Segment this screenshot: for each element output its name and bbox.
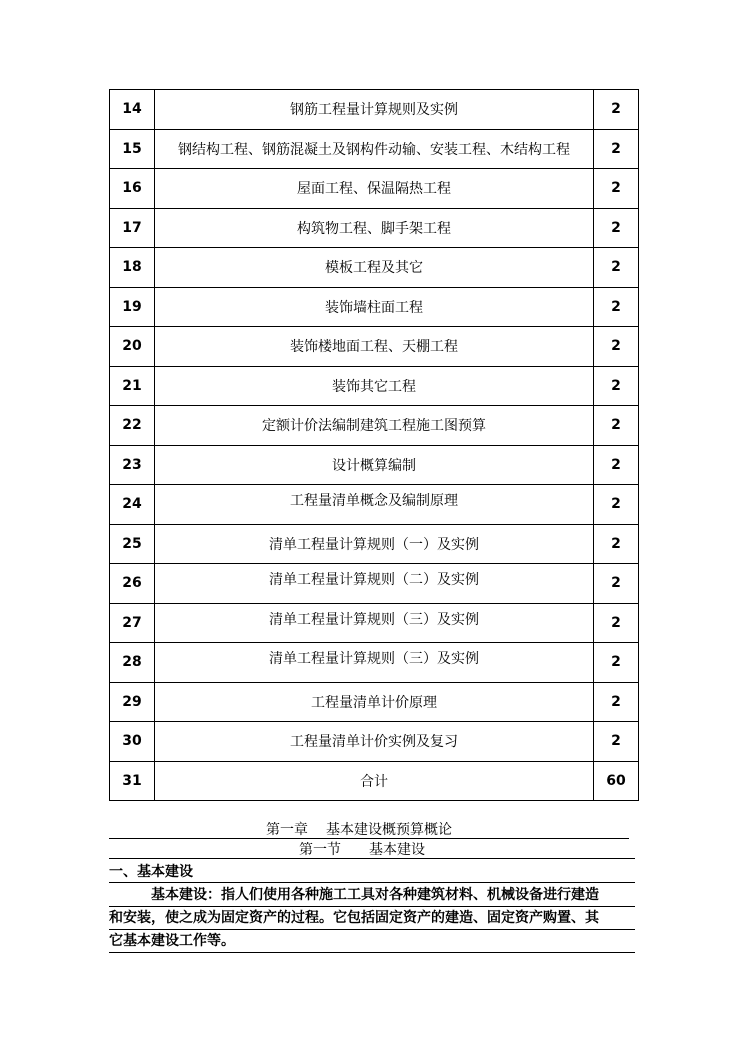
row-hours: 2: [594, 287, 639, 327]
table-row: [110, 524, 639, 564]
row-number: 15: [110, 129, 155, 169]
row-hours: 2: [594, 643, 639, 683]
row-hours: 2: [594, 366, 639, 406]
row-hours: 2: [594, 445, 639, 485]
row-hours: 2: [594, 485, 639, 525]
table-row: [110, 208, 639, 248]
row-number: 26: [110, 564, 155, 604]
row-hours: 2: [594, 722, 639, 762]
row-hours: 2: [594, 169, 639, 209]
course-schedule-table: [109, 89, 639, 801]
paragraph-text-1: 基本建设：指人们使用各种施工工具对各种建筑材料、机械设备进行建造: [151, 887, 599, 903]
row-number: 17: [110, 208, 155, 248]
row-topic-text: 清单工程量计算规则（一）及实例: [269, 536, 479, 553]
row-topic-text: 清单工程量计算规则（三）及实例: [269, 651, 479, 667]
row-topic: [155, 761, 594, 801]
row-topic-text: 清单工程量计算规则（三）及实例: [269, 611, 479, 628]
row-hours: 2: [594, 208, 639, 248]
row-topic: [155, 603, 594, 643]
chapter-name: 基本建设概预算概论: [326, 822, 452, 838]
row-topic: [155, 445, 594, 485]
table-row: [110, 722, 639, 762]
row-number: 16: [110, 169, 155, 209]
chapter-title: [109, 822, 629, 839]
row-topic-text: 钢结构工程、钢筋混凝土及钢构件动输、安装工程、木结构工程: [178, 141, 570, 158]
row-hours: 2: [594, 129, 639, 169]
chapter-label: 第一章: [266, 822, 308, 838]
row-topic-text: 装饰其它工程: [332, 378, 416, 395]
row-hours: 2: [594, 406, 639, 446]
row-topic: [155, 169, 594, 209]
row-topic-text: 工程量清单计价原理: [311, 694, 437, 711]
row-number: 24: [110, 485, 155, 525]
row-topic-text: 屋面工程、保温隔热工程: [297, 181, 451, 198]
row-hours: 2: [594, 90, 639, 130]
table-row: [110, 366, 639, 406]
row-topic: [155, 90, 594, 130]
row-topic: [155, 208, 594, 248]
row-number: 14: [110, 90, 155, 130]
table-row: [110, 682, 639, 722]
row-topic: [155, 327, 594, 367]
row-hours: 2: [594, 524, 639, 564]
row-number: 18: [110, 248, 155, 288]
table-row: [110, 643, 639, 683]
definition-paragraph: [109, 884, 635, 953]
row-hours: 60: [594, 761, 639, 801]
row-number: 20: [110, 327, 155, 367]
row-topic-text: 工程量清单概念及编制原理: [290, 493, 458, 509]
table-row: [110, 406, 639, 446]
table-row: [110, 327, 639, 367]
row-topic-text: 构筑物工程、脚手架工程: [297, 220, 451, 237]
paragraph-line-1: [109, 884, 635, 907]
row-number: 29: [110, 682, 155, 722]
table-row: [110, 90, 639, 130]
row-hours: 2: [594, 248, 639, 288]
table-row: [110, 761, 639, 801]
row-topic: [155, 682, 594, 722]
row-number: 28: [110, 643, 155, 683]
row-topic-text: 合计: [360, 773, 388, 790]
course-schedule-body: [110, 90, 639, 801]
row-topic: [155, 366, 594, 406]
section-label: 第一节: [299, 842, 341, 858]
row-hours: 2: [594, 603, 639, 643]
row-number: 21: [110, 366, 155, 406]
row-topic: [155, 524, 594, 564]
row-topic-text: 钢筋工程量计算规则及实例: [290, 102, 458, 119]
row-topic-text: 装饰墙柱面工程: [325, 299, 423, 316]
table-row: [110, 603, 639, 643]
subsection-heading: 一、基本建设: [109, 863, 635, 883]
row-topic-text: 设计概算编制: [332, 457, 416, 474]
row-number: 25: [110, 524, 155, 564]
row-number: 19: [110, 287, 155, 327]
row-topic-text: 清单工程量计算规则（二）及实例: [269, 572, 479, 588]
row-topic-text: 定额计价法编制建筑工程施工图预算: [262, 418, 486, 435]
row-topic-text: 工程量清单计价实例及复习: [290, 734, 458, 751]
row-number: 22: [110, 406, 155, 446]
paragraph-line-2: 和安装，使之成为固定资产的过程。它包括固定资产的建造、固定资产购置、其: [109, 907, 635, 930]
row-topic: [155, 248, 594, 288]
row-topic: [155, 287, 594, 327]
section-name: 基本建设: [369, 842, 425, 858]
table-row: [110, 169, 639, 209]
row-topic: [155, 485, 594, 525]
row-topic: [155, 129, 594, 169]
row-topic: [155, 406, 594, 446]
row-topic: [155, 643, 594, 683]
row-hours: 2: [594, 682, 639, 722]
table-row: [110, 287, 639, 327]
row-hours: 2: [594, 564, 639, 604]
table-row: [110, 129, 639, 169]
table-row: [110, 445, 639, 485]
row-topic-text: 模板工程及其它: [325, 260, 423, 277]
table-row: [110, 564, 639, 604]
row-number: 27: [110, 603, 155, 643]
table-row: [110, 485, 639, 525]
row-hours: 2: [594, 327, 639, 367]
row-topic: [155, 564, 594, 604]
row-topic: [155, 722, 594, 762]
table-row: [110, 248, 639, 288]
section-title: [109, 842, 635, 859]
row-topic-text: 装饰楼地面工程、天棚工程: [290, 339, 458, 356]
row-number: 31: [110, 761, 155, 801]
row-number: 30: [110, 722, 155, 762]
row-number: 23: [110, 445, 155, 485]
paragraph-line-3: 它基本建设工作等。: [109, 930, 635, 953]
